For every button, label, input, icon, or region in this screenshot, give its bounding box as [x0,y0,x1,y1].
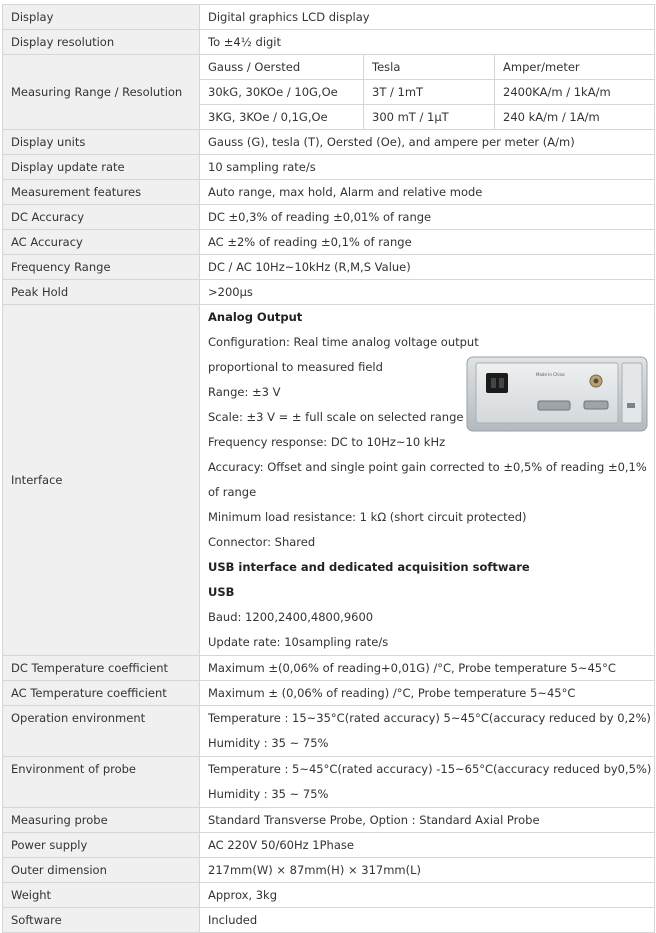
range-header-gauss: Gauss / Oersted [200,55,364,80]
row-label: Peak Hold [3,280,200,305]
row-software [3,908,655,933]
interface-line: Update rate: 10sampling rate/s [208,635,389,649]
row-value: Approx, 3kg [200,883,655,908]
interface-heading: USB [208,585,235,599]
row-value: DC / AC 10Hz~10kHz (R,M,S Value) [200,255,655,280]
row-frequency [3,255,655,280]
row-value: Gauss (G), tesla (T), Oersted (Oe), and ampere per meter (A/m) [200,130,655,155]
range-header-tesla: Tesla [364,55,495,80]
env-line: Temperature : 15~35°C(rated accuracy) 5~45°C(accuracy reduced by 0,2%) [208,711,651,725]
row-value: AC ±2% of reading ±0,1% of range [200,230,655,255]
row-label: Environment of probe [3,757,200,808]
row-dc-temp [3,656,655,681]
row-label: Operation environment [3,706,200,757]
row-label: Power supply [3,833,200,858]
row-value: Standard Transverse Probe, Option : Standard Axial Probe [200,808,655,833]
row-ac-accuracy [3,230,655,255]
range-cell: 3KG, 3KOe / 0,1G,Oe [200,105,364,130]
row-dimension [3,858,655,883]
row-probe [3,808,655,833]
range-cell: 2400KA/m / 1kA/m [495,80,655,105]
device-rear-panel-image [466,355,648,433]
row-value: To ±4½ digit [200,30,655,55]
row-label: Display units [3,130,200,155]
row-label: Frequency Range [3,255,200,280]
row-label: Measuring probe [3,808,200,833]
row-ac-temp [3,681,655,706]
row-features [3,180,655,205]
row-value [200,757,655,808]
row-units [3,130,655,155]
row-value: Digital graphics LCD display [200,5,655,30]
row-value: >200μs [200,280,655,305]
row-resolution [3,30,655,55]
row-label: Display update rate [3,155,200,180]
interface-line: Range: ±3 V [208,385,281,399]
row-weight [3,883,655,908]
interface-line: Minimum load resistance: 1 kΩ (short circuit protected) [208,510,527,524]
row-value: 217mm(W) × 87mm(H) × 317mm(L) [200,858,655,883]
interface-line: Baud: 1200,2400,4800,9600 [208,610,374,624]
range-cell: 30kG, 30KOe / 10G,Oe [200,80,364,105]
row-label: DC Temperature coefficient [3,656,200,681]
interface-line: proportional to measured field [208,360,383,374]
spec-table [2,4,655,933]
env-line: Humidity : 35 ~ 75% [208,736,329,750]
interface-line: of range [208,485,257,499]
row-value: 10 sampling rate/s [200,155,655,180]
row-range-header [3,55,655,80]
row-label: AC Temperature coefficient [3,681,200,706]
row-value: DC ±0,3% of reading ±0,01% of range [200,205,655,230]
row-label: Measurement features [3,180,200,205]
interface-line: Frequency response: DC to 10Hz~10 kHz [208,435,446,449]
interface-heading: Analog Output [208,310,303,324]
interface-line: Scale: ±3 V = ± full scale on selected range [208,410,464,424]
row-label: Display [3,5,200,30]
row-label: Interface [3,305,200,656]
interface-details [200,305,655,656]
row-label: Outer dimension [3,858,200,883]
row-label: DC Accuracy [3,205,200,230]
interface-line: Connector: Shared [208,535,316,549]
row-probe-env [3,757,655,808]
row-label: Display resolution [3,30,200,55]
row-value: AC 220V 50/60Hz 1Phase [200,833,655,858]
row-power [3,833,655,858]
range-cell: 300 mT / 1μT [364,105,495,130]
row-label: Weight [3,883,200,908]
device-label: Made In China [536,372,565,377]
row-label: Software [3,908,200,933]
row-operation-env [3,706,655,757]
range-cell: 240 kA/m / 1A/m [495,105,655,130]
row-value: Maximum ±(0,06% of reading+0,01G) /°C, Probe temperature 5~45°C [200,656,655,681]
env-line: Humidity : 35 ~ 75% [208,787,329,801]
interface-line: Accuracy: Offset and single point gain corrected to ±0,5% of reading ±0,1% [208,460,647,474]
interface-heading: USB interface and dedicated acquisition software [208,560,530,574]
row-display [3,5,655,30]
row-interface [3,305,655,656]
row-label: Measuring Range / Resolution [3,55,200,130]
env-line: Temperature : 5~45°C(rated accuracy) -15~65°C(accuracy reduced by0,5%) [208,762,652,776]
row-peak-hold [3,280,655,305]
range-header-ampere: Amper/meter [495,55,655,80]
row-label: AC Accuracy [3,230,200,255]
interface-line: Configuration: Real time analog voltage output [208,335,479,349]
row-value: Maximum ± (0,06% of reading) /°C, Probe temperature 5~45°C [200,681,655,706]
row-dc-accuracy [3,205,655,230]
row-value [200,706,655,757]
range-cell: 3T / 1mT [364,80,495,105]
row-value: Included [200,908,655,933]
row-update [3,155,655,180]
row-value: Auto range, max hold, Alarm and relative mode [200,180,655,205]
